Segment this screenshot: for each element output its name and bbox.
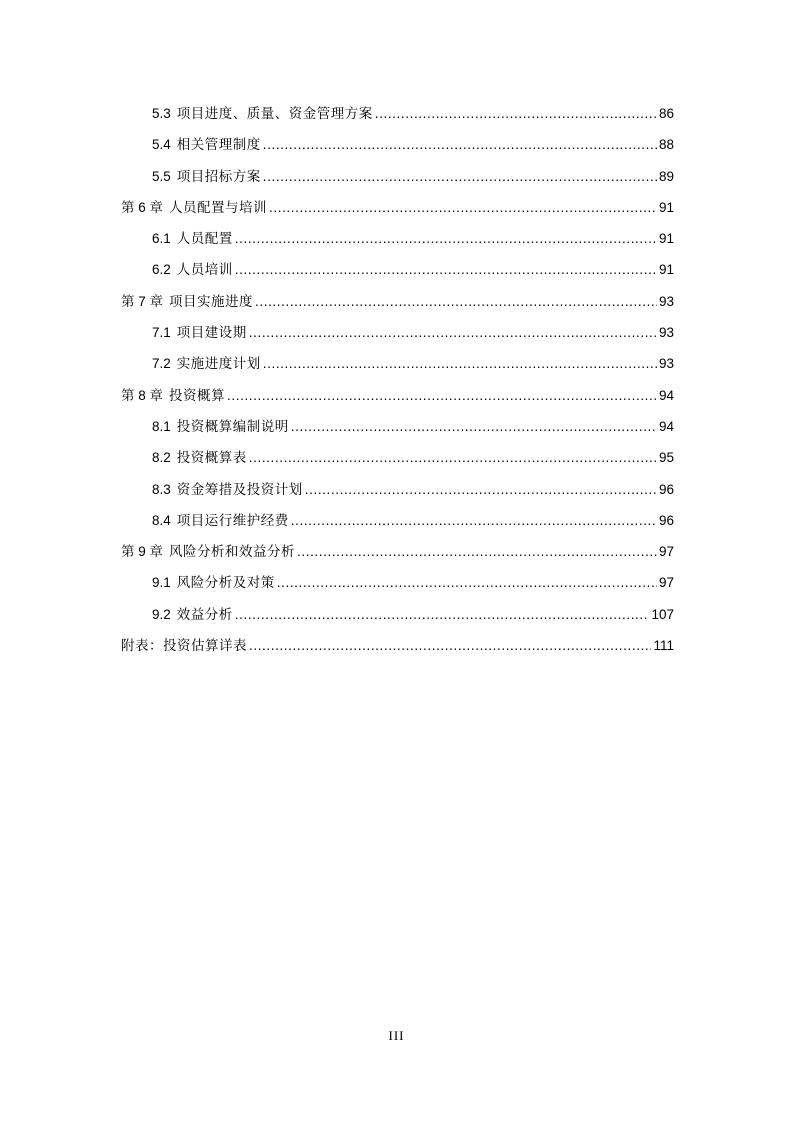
toc-dot-leader xyxy=(269,192,657,223)
toc-entry[interactable] xyxy=(121,599,674,630)
toc-entry-page: 97 xyxy=(658,575,674,591)
toc-entry-number: 9.1 xyxy=(152,575,171,591)
toc-entry-page: 91 xyxy=(658,199,674,215)
toc-entry-page: 107 xyxy=(651,606,674,622)
toc-entry-title: 项目进度、质量、资金管理方案 xyxy=(176,106,373,122)
toc-entry[interactable] xyxy=(121,317,674,348)
toc-dot-leader xyxy=(305,474,657,505)
toc-entry-number: 第 7 章 xyxy=(121,293,164,309)
toc-entry[interactable] xyxy=(121,348,674,379)
toc-entry-number: 7.2 xyxy=(152,356,171,372)
toc-dot-leader xyxy=(235,254,657,285)
toc-appendix-entry[interactable] xyxy=(121,630,674,661)
toc-entry-title: 项目运行维护经费 xyxy=(176,512,289,529)
toc-entry[interactable] xyxy=(121,567,674,598)
toc-entry-number: 5.5 xyxy=(152,168,171,184)
toc-entry-number: 8.4 xyxy=(152,512,171,528)
toc-entry[interactable] xyxy=(121,129,674,160)
toc-dot-leader xyxy=(235,599,650,630)
toc-entry-number: 5.4 xyxy=(152,137,171,153)
toc-entry-title: 风险分析及对策 xyxy=(176,575,275,592)
toc-dot-leader xyxy=(297,536,657,567)
toc-entry-number: 第 8 章 xyxy=(121,387,164,403)
toc-entry-page: 86 xyxy=(658,106,674,121)
toc-entry-number: 5.3 xyxy=(152,106,171,121)
toc-dot-leader xyxy=(249,442,657,473)
toc-entry-page: 91 xyxy=(658,231,674,247)
toc-entry-page: 91 xyxy=(658,262,674,278)
toc-entry-page: 97 xyxy=(658,544,674,560)
toc-entry-number: 9.2 xyxy=(152,606,171,622)
toc-entry-page: 95 xyxy=(658,450,674,466)
toc-entry[interactable] xyxy=(121,254,674,285)
toc-entry-title: 人员配置 xyxy=(176,231,233,248)
toc-entry-title: 项目建设期 xyxy=(176,325,247,342)
toc-entry[interactable] xyxy=(121,442,674,473)
toc-chapter-entry[interactable] xyxy=(121,380,674,411)
toc-dot-leader xyxy=(227,380,657,411)
toc-entry-number: 7.1 xyxy=(152,325,171,341)
toc-dot-leader xyxy=(375,98,657,129)
toc-entry-page: 93 xyxy=(658,293,674,309)
page-number: III xyxy=(388,1028,405,1043)
toc-entry-title: 人员培训 xyxy=(176,262,233,279)
toc-dot-leader xyxy=(291,505,657,536)
toc-entry-title: 项目实施进度 xyxy=(169,293,254,310)
toc-entry-title: 效益分析 xyxy=(176,606,233,623)
toc-chapter-entry[interactable] xyxy=(121,536,674,567)
toc-entry-number: 8.2 xyxy=(152,450,171,466)
table-of-contents xyxy=(121,98,674,661)
toc-entry-number: 6.2 xyxy=(152,262,171,278)
toc-entry-title: 项目招标方案 xyxy=(176,168,261,185)
toc-entry-number: 第 9 章 xyxy=(121,544,164,560)
toc-entry-page: 93 xyxy=(658,325,674,341)
toc-entry-title: 投资概算表 xyxy=(176,450,247,467)
toc-entry-number: 第 6 章 xyxy=(121,199,164,215)
toc-entry[interactable] xyxy=(121,505,674,536)
toc-dot-leader xyxy=(263,348,657,379)
toc-entry[interactable] xyxy=(121,98,674,129)
toc-entry-page: 96 xyxy=(658,512,674,528)
toc-entry-page: 89 xyxy=(658,168,674,184)
toc-entry-page: 94 xyxy=(658,387,674,403)
toc-entry-title: 实施进度计划 xyxy=(176,356,261,373)
toc-entry[interactable] xyxy=(121,161,674,192)
toc-entry-title: 相关管理制度 xyxy=(176,137,261,154)
toc-entry-number: 6.1 xyxy=(152,231,171,247)
toc-entry-page: 111 xyxy=(653,638,674,654)
toc-dot-leader xyxy=(255,286,657,317)
toc-entry-number: 8.3 xyxy=(152,481,171,497)
toc-dot-leader xyxy=(263,161,657,192)
toc-entry-title: 人员配置与培训 xyxy=(169,199,268,216)
toc-entry[interactable] xyxy=(121,411,674,442)
toc-chapter-entry[interactable] xyxy=(121,192,674,223)
toc-dot-leader xyxy=(235,223,657,254)
toc-entry-title: 附表：投资估算详表 xyxy=(121,638,247,655)
toc-entry-page: 93 xyxy=(658,356,674,372)
toc-entry-number: 8.1 xyxy=(152,418,171,434)
toc-entry[interactable] xyxy=(121,474,674,505)
toc-chapter-entry[interactable] xyxy=(121,286,674,317)
toc-entry-page: 96 xyxy=(658,481,674,497)
toc-entry-page: 94 xyxy=(658,418,674,434)
toc-entry-page: 88 xyxy=(658,137,674,153)
toc-dot-leader xyxy=(277,567,657,598)
toc-entry-title: 资金筹措及投资计划 xyxy=(176,481,303,498)
toc-entry-title: 投资概算编制说明 xyxy=(176,418,289,435)
toc-dot-leader xyxy=(291,411,657,442)
toc-dot-leader xyxy=(263,129,657,160)
toc-entry[interactable] xyxy=(121,223,674,254)
toc-entry-title: 投资概算 xyxy=(169,387,226,404)
toc-dot-leader xyxy=(249,317,657,348)
toc-dot-leader xyxy=(249,630,651,661)
toc-entry-title: 风险分析和效益分析 xyxy=(169,544,296,561)
